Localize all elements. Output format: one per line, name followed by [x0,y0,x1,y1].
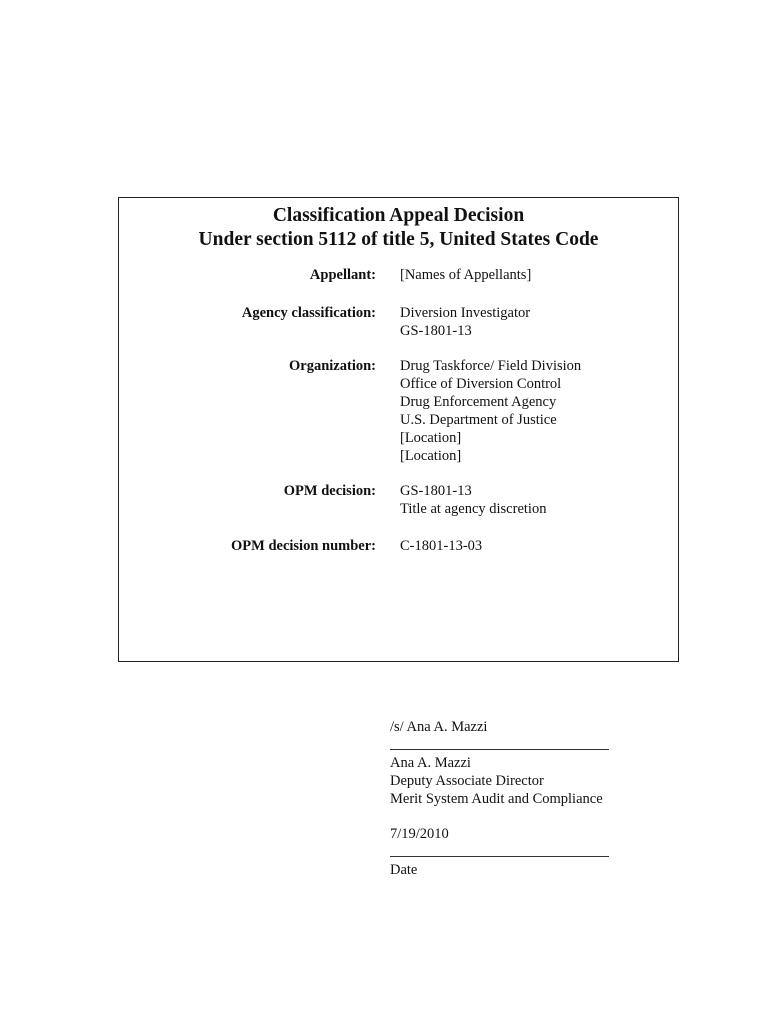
agency-classification-label: Agency classification: [241,305,376,321]
organization-line: [Location] [400,430,462,446]
opm-decision-grade: GS-1801-13 [400,483,472,499]
organization-line: [Location] [400,448,462,464]
opm-decision-number-values [400,537,482,555]
document-subtitle: Under section 5112 of title 5, United States Code [198,229,599,250]
signatory-position: Deputy Associate Director [390,773,544,789]
agency-classification-values [400,304,530,340]
decision-summary-box [118,197,679,662]
opm-decision-number-label: OPM decision number: [231,538,376,554]
date-label: Date [390,862,418,878]
appellant-label: Appellant: [309,267,376,283]
opm-decision-label: OPM decision: [283,483,376,499]
signature-line [390,749,609,750]
opm-decision-title: Title at agency discretion [400,501,547,517]
document-title: Classification Appeal Decision [272,205,525,226]
decision-date: 7/19/2010 [390,826,449,842]
organization-values [400,357,581,465]
organization-line: Drug Taskforce/ Field Division [400,358,582,374]
agency-classification-title: Diversion Investigator [400,305,531,321]
appellant-value: [Names of Appellants] [400,267,532,283]
opm-decision-values [400,482,546,518]
signature-mark: /s/ Ana A. Mazzi [390,719,488,735]
appellant-values [400,266,531,284]
date-line [390,856,609,857]
opm-decision-number-value: C-1801-13-03 [400,538,483,554]
organization-label: Organization: [289,358,376,374]
organization-line: U.S. Department of Justice [400,412,557,428]
signatory-office: Merit System Audit and Compliance [390,791,603,807]
agency-classification-grade: GS-1801-13 [400,323,472,339]
organization-line: Office of Diversion Control [400,376,562,392]
signatory-name: Ana A. Mazzi [390,755,471,771]
signatory-block [390,754,603,808]
organization-line: Drug Enforcement Agency [400,394,557,410]
